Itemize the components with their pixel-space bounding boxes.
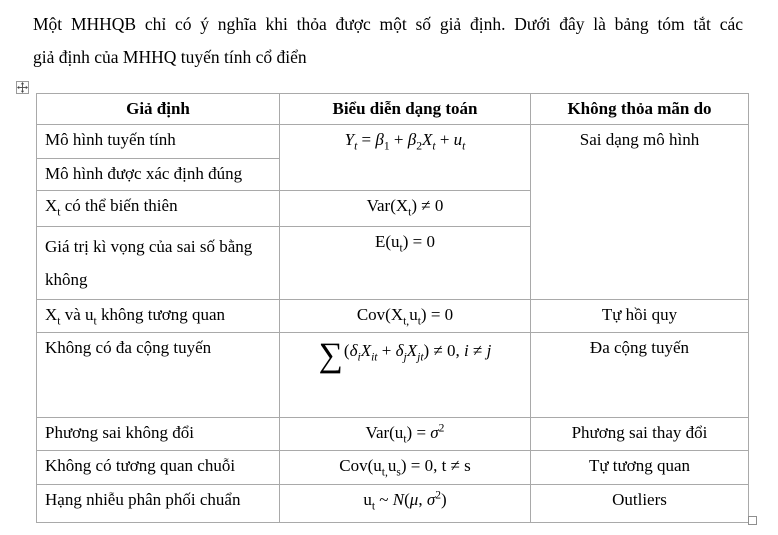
cell-autocorrelation: Tự tương quan	[531, 451, 749, 485]
table-move-icon	[17, 82, 28, 93]
cell-xt-ut-uncorrelated: $X_t$ và $u_t$ không tương quan	[37, 300, 280, 333]
header-gia-dinh: Giả định	[37, 94, 280, 125]
cell-no-serial-correlation: Không có tương quan chuỗi	[37, 451, 280, 485]
intro-line-2: giả định của MHHQ tuyến tính cổ điển	[33, 47, 307, 67]
cell-heteroscedasticity: Phương sai thay đổi	[531, 418, 749, 451]
header-bieu-dien-dang-toan: Biểu diễn dạng toán	[280, 94, 531, 125]
table-row	[37, 485, 749, 523]
assumptions-table	[36, 93, 749, 523]
table-row	[37, 125, 749, 159]
cell-wrong-model-form: Sai dạng mô hình	[531, 125, 749, 300]
cell-homoscedasticity: Phương sai không đổi	[37, 418, 280, 451]
cell-multicollinearity: Đa cộng tuyến	[531, 333, 749, 418]
table-header-row	[37, 94, 749, 125]
cell-xt-varies: $X_t$ có thể biến thiên	[37, 191, 280, 227]
table-row	[37, 333, 749, 418]
table-resize-handle[interactable]	[748, 516, 757, 525]
cell-var-xt: $Var(X_t) \ne 0$	[280, 191, 531, 227]
cell-autoregression: Tự hồi quy	[531, 300, 749, 333]
table-row	[37, 451, 749, 485]
cell-no-multicollinearity: Không có đa cộng tuyến	[37, 333, 280, 418]
cell-e-ut-zero: $E(u_t) = 0$	[280, 227, 531, 300]
cell-cov-ut-us: $Cov(u_{t,}u_s) = 0$, t ≠ s	[280, 451, 531, 485]
cell-linear-model: Mô hình tuyến tính	[37, 125, 280, 159]
table-row	[37, 418, 749, 451]
table-move-handle[interactable]	[16, 81, 29, 94]
cell-outliers: Outliers	[531, 485, 749, 523]
cell-sum-formula: $\sum(\delta_iX_{it} + \delta_jX_{jt}) \ne 0$, i ≠ j	[280, 333, 531, 418]
cell-correctly-specified: Mô hình được xác định đúng	[37, 159, 280, 191]
cell-normal-distribution: Hạng nhiễu phân phối chuẩn	[37, 485, 280, 523]
cell-var-ut-sigma: $Var(u_t) = \sigma^2$	[280, 418, 531, 451]
intro-paragraph	[33, 8, 743, 74]
cell-cov-xt-ut: $Cov(X_{t,}u_t) = 0$	[280, 300, 531, 333]
intro-line-1: Một MHHQB chỉ có ý nghĩa khi thỏa được một số giả định. Dưới đây là bảng tóm tắt các	[33, 14, 743, 34]
cell-ut-normal: $u_t$ ~ N(μ, $\sigma^2$)	[280, 485, 531, 523]
header-khong-thoa-man-do: Không thỏa mãn do	[531, 94, 749, 125]
table-row	[37, 300, 749, 333]
cell-expected-error-zero: Giá trị kì vọng của sai số bằng không	[37, 227, 280, 300]
cell-linear-equation: $Y_t = \beta_1 + \beta_2X_t + u_t$	[280, 125, 531, 191]
